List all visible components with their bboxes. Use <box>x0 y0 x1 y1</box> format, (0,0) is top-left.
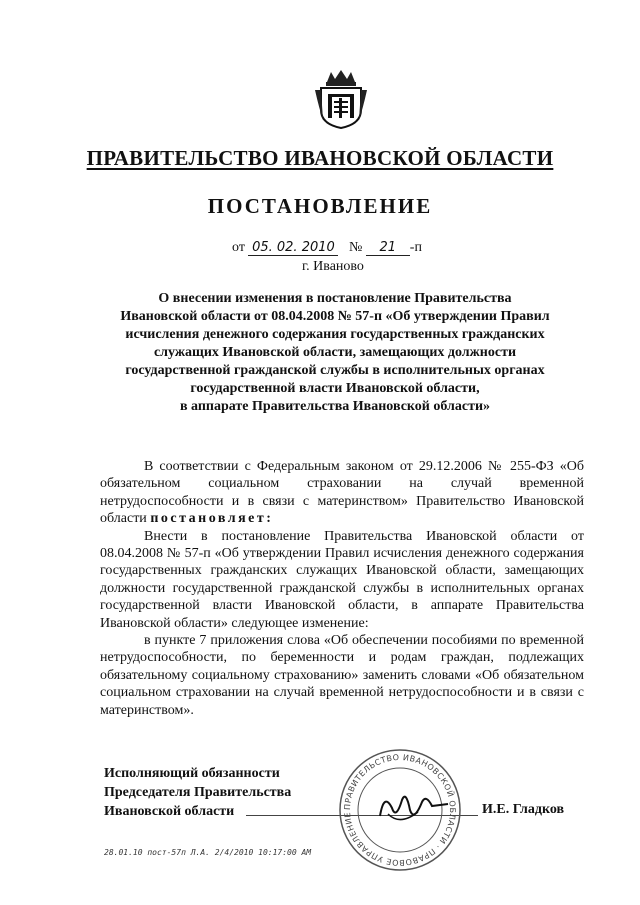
official-stamp <box>336 746 464 874</box>
signer-name: И.Е. Гладков <box>482 802 565 817</box>
signer-position-line: Председателя Правительства <box>104 785 292 800</box>
subject-line: Ивановской области от 08.04.2008 № 57-п «Об утверждении Правил <box>120 309 550 324</box>
handwritten-signature <box>380 797 448 816</box>
document-number: 21 <box>366 240 410 256</box>
government-title: ПРАВИТЕЛЬСТВО ИВАНОВСКОЙ ОБЛАСТИ <box>86 146 554 170</box>
service-mark: 28.01.10 пост-57п Л.А. 2/4/2010 10:17:00 AM <box>104 848 312 857</box>
decree-word: постановляет: <box>150 511 274 527</box>
change-paragraph: в пункте 7 приложения слова «Об обеспечении пособиями по временной нетрудоспособности, по беременности и родам граждан, подлежащих обязательному социальному страхованию» заменить словами «Об обязательном социальном страховании на случай временной нетрудоспособности и в связи с материнством». <box>100 633 584 718</box>
number-label: № <box>348 240 363 255</box>
ivanovo-coat-of-arms-icon <box>313 68 369 130</box>
subject-line: служащих Ивановской области, замещающих должности <box>153 345 517 360</box>
subject-line: О внесении изменения в постановление Правительства <box>158 291 512 306</box>
signer-position-line: Исполняющий обязанности <box>104 766 280 781</box>
amendment-paragraph: Внести в постановление Правительства Ивановской области от 08.04.2008 № 57-п «Об утверждении Правил исчисления денежного содержания государственных гражданских служащих Ивановской области, замещающих должности государственной гражданской службы в исполнительных органах государственной власти Ивановской области, в аппарате Правительства Ивановской области» следующее изменение: <box>100 528 584 631</box>
document-subject <box>110 290 560 416</box>
signer-position <box>104 764 291 821</box>
preamble-paragraph <box>100 458 584 528</box>
preamble-text: В соответствии с Федеральным законом от 29.12.2006 № 255-ФЗ «Об обязательном социальном страховании на случай временной нетрудоспособности и в связи с материнством» Правительство Ивановской области <box>100 459 584 527</box>
subject-line: исчисления денежного содержания государственных гражданских <box>125 327 545 342</box>
signer-position-line: Ивановской области <box>104 804 235 819</box>
subject-line: государственной власти Ивановской области, <box>190 381 480 396</box>
subject-line: государственной гражданской службы в исполнительных органах <box>125 363 545 378</box>
registration-line <box>232 240 422 256</box>
document-body <box>100 458 584 719</box>
svg-text:ПРАВИТЕЛЬСТВО ИВАНОВСКОЙ ОБЛАС <box>343 753 457 867</box>
stamp-text: ПРАВИТЕЛЬСТВО ИВАНОВСКОЙ ОБЛАСТИ · ПРАВОВОЕ УПРАВЛЕНИЕ <box>342 752 458 868</box>
document-date: 05. 02. 2010 <box>248 240 338 256</box>
from-label: от <box>232 240 245 255</box>
issue-city: г. Иваново <box>302 259 364 274</box>
number-suffix: -п <box>409 240 422 255</box>
subject-line: в аппарате Правительства Ивановской области» <box>179 399 491 414</box>
document-type-heading: ПОСТАНОВЛЕНИЕ <box>207 194 433 218</box>
